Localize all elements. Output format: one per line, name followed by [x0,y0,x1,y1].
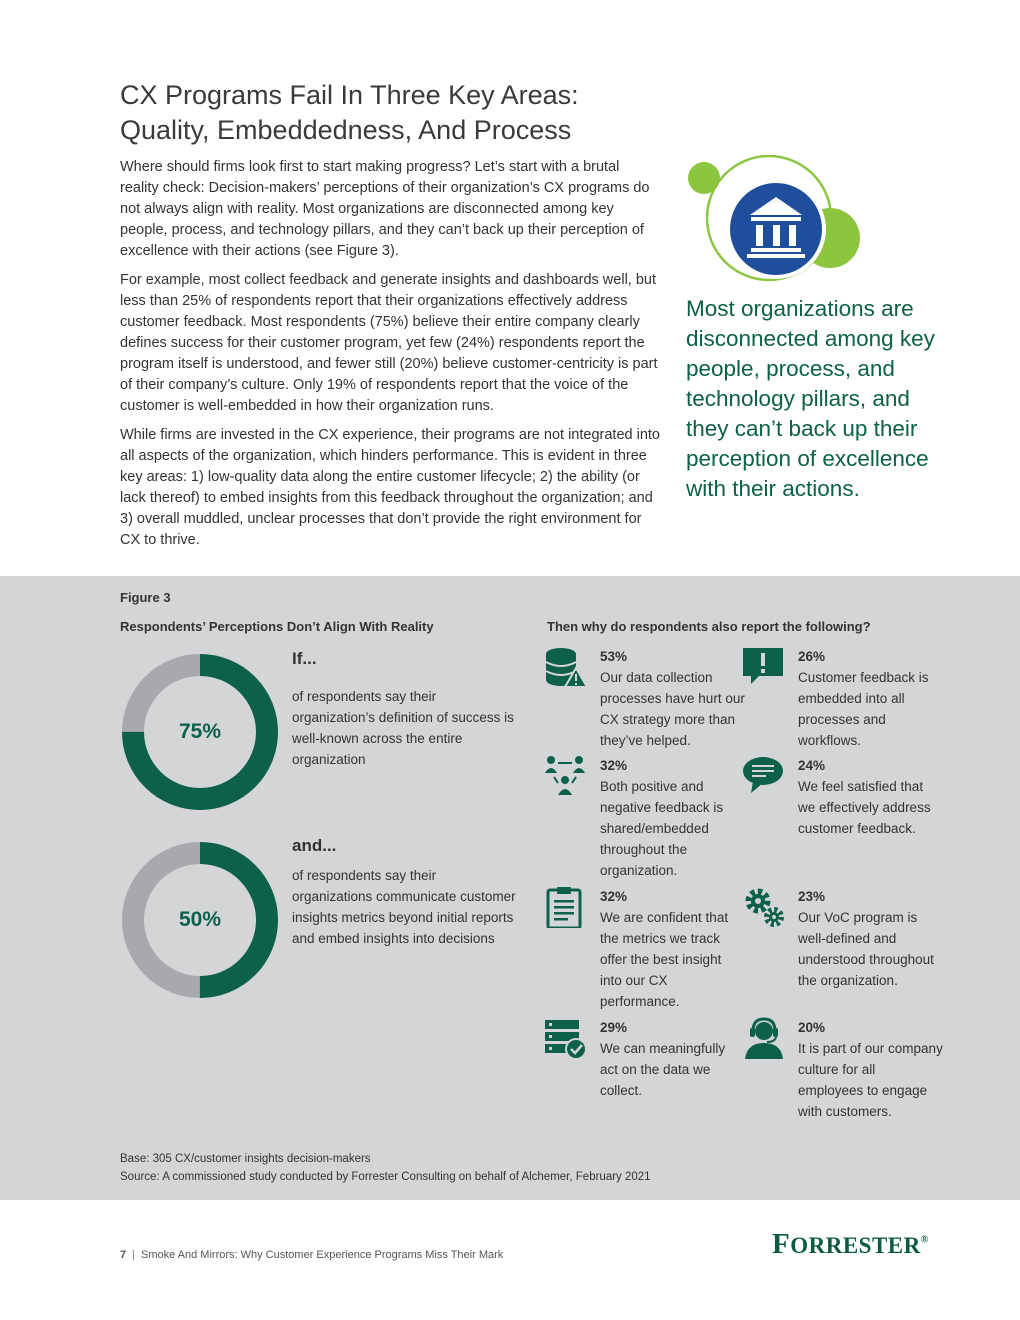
chat-bubble-icon [743,755,785,797]
donut-value: 75% [178,720,222,743]
stat-description: Our VoC program is well-defined and understood throughout the organization. [798,910,934,988]
stat-description: Our data collection processes have hurt our CX strategy more than they’ve helped. [600,670,745,748]
stat-percent: 26% [798,649,826,664]
stats-heading: Then why do respondents also report the following? [547,619,871,634]
alert-message-icon [743,646,785,688]
lead-and: and... [292,836,337,855]
stat-description: Customer feedback is embedded into all processes and workflows. [798,670,929,748]
figure-label: Figure 3 [120,590,171,605]
donut-description: of respondents say their organizations communicate customer insights metrics beyond initial reports and embed insights into decisions [292,868,516,946]
page-footer: 7 | Smoke And Mirrors: Why Customer Experience Programs Miss Their Mark [120,1249,504,1261]
stat-percent: 24% [798,758,826,773]
figure-title: Respondents’ Perceptions Don’t Align With Reality [120,619,434,634]
donut-chart-50 [120,840,280,1000]
server-check-icon [545,1017,587,1059]
paragraph-3: While firms are invested in the CX experience, their programs are not integrated into all aspects of the organization, which hinders performance. This is evident in three key areas: 1) low-quality data along the entire customer lifecycle; 2) the ability (or lack thereof) to embed insights from this feedback throughout the organization; and 3) overall muddled, unclear processes that don’t provide the right environment for CX to thrive. [120,427,660,548]
stat-percent: 20% [798,1020,826,1035]
base-note: Base: 305 CX/customer insights decision-makers [120,1153,371,1165]
donut-chart-75 [120,652,280,812]
lead-if: If... [292,649,317,668]
paragraph-1: Where should firms look first to start making progress? Let’s start with a brutal reality check: Decision-makers’ perceptions of their organization’s CX programs do not always align with reality. Most organizations are disconnected among key people, process, and technology pillars, and they can’t back up their perception of excellence with their actions (see Figure 3). [120,159,650,259]
body-text [120,157,660,559]
stat-description: We feel satisfied that we effectively address customer feedback. [798,779,931,836]
stat-description: It is part of our company culture for all employees to engage with customers. [798,1041,943,1119]
stat-percent: 23% [798,889,826,904]
title-line-2: Quality, Embeddedness, And Process [120,115,572,145]
team-network-icon [545,755,587,797]
stat-description: Both positive and negative feedback is shared/embedded throughout the organization. [600,779,724,878]
stat-percent: 32% [600,758,628,773]
institution-hero-icon [680,155,870,290]
paragraph-2: For example, most collect feedback and generate insights and dashboards well, but less than 25% of respondents report that their organizations effectively address customer feedback. Most respondents (75%) believe their entire company clearly defines success for their customer program, yet few (24%) respondents report the program itself is understood, and fewer still (20%) believe customer-centricity is part of their company’s culture. Only 19% of respondents report that the voice of the customer is well-embedded in how their organization runs. [120,272,658,414]
stat-percent: 53% [600,649,628,664]
gears-icon [743,886,785,928]
database-warning-icon [545,646,587,688]
headset-agent-icon [743,1017,785,1059]
title-line-1: CX Programs Fail In Three Key Areas: [120,80,579,110]
source-note: Source: A commissioned study conducted by Forrester Consulting on behalf of Alchemer, February 2021 [120,1171,651,1183]
page-title [120,78,680,148]
pull-quote: Most organizations are disconnected among key people, process, and technology pillars, and they can’t back up their perception of excellence with their actions. [686,296,935,501]
stat-description: We can meaningfully act on the data we collect. [600,1041,726,1098]
stat-description: We are confident that the metrics we track offer the best insight into our CX performance. [600,910,729,1009]
figure-3-panel [0,576,1020,1200]
figure-notes [120,1150,651,1186]
stat-percent: 29% [600,1020,628,1035]
donut-description: of respondents say their organization’s definition of success is well-known across the entire organization [292,689,514,767]
page-number: 7 [120,1249,127,1261]
donut-value: 50% [178,908,222,931]
stat-percent: 32% [600,889,628,904]
clipboard-icon [545,886,587,928]
footer-doc-title: Smoke And Mirrors: Why Customer Experience Programs Miss Their Mark [140,1249,504,1261]
forrester-logo: FORRESTER® [772,1228,929,1260]
